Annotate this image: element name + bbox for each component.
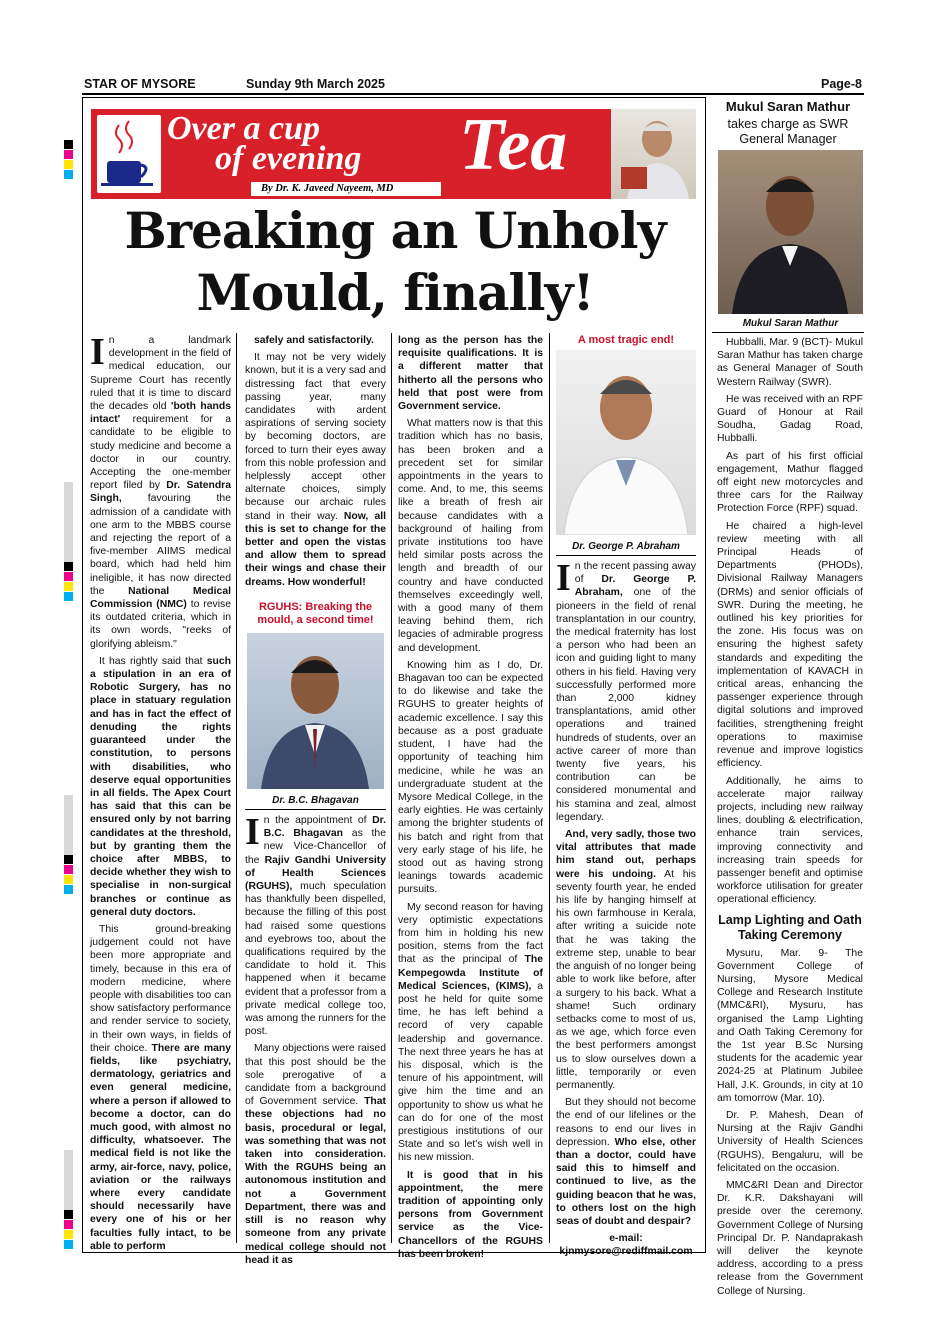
bhagavan-photo bbox=[247, 633, 384, 789]
article-headline bbox=[90, 200, 700, 324]
column-banner bbox=[91, 104, 611, 199]
gray-margin-bar bbox=[64, 795, 73, 855]
article-column-4: In the recent passing away of Dr. George P. Abraham, one of the pioneers in the field of renal transplantation in our country, the medical fraternity has lost a person who had been an icon and guiding light to many others in his field. Having very successfully performed more than 2,000 kidney transplantations, amid other operations and trained hundreds of students, over an active career of more than twenty five years, his contribution can be considered monumental and his stamina and zeal, almost legendary. And, very sadly, those two vital attributes that made him stand out, perhaps were his undoing. At his seventy fourth year, he ended his life by hanging himself at his own farmhouse in Kerala, after writing a suicide note that he was taking the extreme step, unable to bear the anguish of no longer being able to work like before, after a surgery to his back. What a shame! Such ordinary setbacks come to most of us, as we age, which force even the best performers amongst us to slow ourselves down a little, temporarily or even permanently. But they should not become the end of our lifelines or the reasons to end our lives in depression. Who else, other than a doctor, could have said this to himself and continued to live, as the guiding beacon that he was, to others lost on the high seas of doubt and despair? e-mail: kjnmysore@rediffmail.com bbox=[556, 557, 696, 1258]
headline-line-2: Mould, finally! bbox=[196, 263, 594, 322]
gray-margin-bar bbox=[64, 1150, 73, 1210]
sidebar-column: Hubballi, Mar. 9 (BCT)- Mukul Saran Mathur has taken charge as General Manager of South Western Railway (SWR). He was received with an RPF Guard of Honour at Rail Soudha, Gadag Road, Hubballi. As part of his first official engagement, Mathur flagged off eight new motorcycles and three cars for the Railway Protection Force (RPF) squad. He chaired a high-level review meeting with all Principal Heads of Departments (PHODs), Divisional Railway Managers (DRMs) and senior officials of SWR. During the meeting, he outlined his key priorities for the zone. His focus was on ensuring the highest safety standards and expediting the implementation of KAVACH in critical areas, enhancing the passenger experience through digital solutions and improved facilities, strengthening freight operations to maximise revenue and improve logistics efficiency. Additionally, he aims to accelerate major railway projects, including new railway lines, doubling & electrification, enhance train services, improving connectivity and increasing train speeds for passenger benefit and optimise workforce utilisation for greater operational efficiency. Lamp Lighting and Oath Taking Ceremony Mysuru, Mar. 9- The Government College of Nursing, Mysore Medical College and Research Institute (MMC&RI), Mysuru, has organised the Lamp Lighting and Oath Taking Ceremony for the 1st year B.Sc Nursing students for the academic year 2024-25 at Platinum Jubilee Hall, J.K. Grounds, in city at 10 am tomorrow (Mar. 10). Dr. P. Mahesh, Dean of Nursing at the Rajiv Gandhi University of Health Sciences (RGUHS), Bengaluru, will be felicitated on the occasion. MMC&RI Dean and Director Dr. K.R. Dakshayani will preside over the ceremony. Government College of Nursing Principal Dr. P. Nandaprakash will deliver the keynote address, according to a press release from the Government College of Nursing. bbox=[717, 337, 863, 1297]
article-column-2b: In the appointment of Dr. B.C. Bhagavan as the new Vice-Chancellor of the Rajiv Gandhi University of Health Sciences (RGUHS), much speculation has thankfully been dispelled, because the filling of this post had raised some questions and eyebrows too, about the qualifications required by the candidate to hold it. This happened when it became evident that a professor from a private medical college too, was among the runners for the post. Many objections were raised that this post should be the sole prerogative of a candidate from a background of Government service. That these objections had no basis, procedural or legal, was something that was not taken into consideration. With the RGUHS being an autonomous institution and not a Government Department, there was and still is no reason why someone from any private medical college should not head it as bbox=[245, 811, 386, 1266]
header-rule bbox=[82, 93, 864, 95]
article-column-2: safely and satisfactorily. It may not be very widely known, but it is a very sad and distressing fact that every passing year, many candidates with ardent aspirations of serving society by becoming doctors, are forced to turn their eyes away from this noble profession and helplessly accept other alternate choices, simply because our archaic rules stand in their way. Now, all this is set to change for the better and open the vistas and allow them to spread their wings and chase their dreams. How wonderful! bbox=[245, 335, 387, 588]
byline: By Dr. K. Javeed Nayeem, MD bbox=[261, 183, 394, 194]
caption-bhagavan: Dr. B.C. Bhagavan bbox=[272, 795, 359, 806]
color-registration-strip bbox=[64, 140, 73, 180]
drop-cap: I bbox=[90, 331, 105, 373]
gray-margin-bar bbox=[64, 482, 73, 562]
sidebar-title: Mukul Saran Mathur bbox=[725, 99, 851, 114]
mukul-mathur-photo bbox=[718, 150, 863, 314]
color-registration-strip bbox=[64, 1210, 73, 1250]
issue-date: Sunday 9th March 2025 bbox=[246, 77, 385, 91]
banner-tea-word: Tea bbox=[459, 104, 568, 186]
sidebar-subtitle: takes charge as SWR General Manager bbox=[727, 117, 849, 146]
column-divider bbox=[391, 333, 392, 1243]
drop-cap: I bbox=[245, 811, 260, 853]
caption-george-abraham: Dr. George P. Abraham bbox=[572, 541, 680, 552]
caption-rule bbox=[556, 555, 696, 556]
caption-rule bbox=[712, 332, 864, 333]
caption-rule bbox=[245, 809, 386, 810]
caption-mukul-mathur: Mukul Saran Mathur bbox=[742, 318, 839, 329]
drop-cap: I bbox=[556, 557, 571, 599]
banner-line-1: Over a cup bbox=[167, 110, 320, 147]
newspaper-name: STAR OF MYSORE bbox=[84, 77, 196, 91]
tea-cup-icon bbox=[97, 115, 161, 193]
sidebar-title-2: Lamp Lighting and Oath Taking Ceremony bbox=[718, 912, 862, 942]
column-divider bbox=[236, 333, 237, 1243]
color-registration-strip bbox=[64, 562, 73, 602]
column-divider bbox=[549, 333, 550, 1243]
article-column-3: long as the person has the requisite qualifications. It is a different matter that hitherto all the persons who held that post were from Government service. What matters now is that this tradition which has no basis, has been broken and a precedent set for similar appointments in the years to come. And, to me, this seems like a breath of fresh air because candidates with a background of hailing from private institutions too have held similar posts across the length and breadth of our country and have conducted themselves exceedingly well, with a good many of them leaving behind them, rich legacies of admirable progress and development. Knowing him as I do, Dr. Bhagavan too can be expected to do likewise and take the RGUHS to greater heights of academic excellence. I say this because as a post graduate student, I have had the opportunity of teaching him medicine, while he was an undergraduate student at the Mysore Medical College, in the early eighties. He was certainly among the brighter students of his batch and right from that very early stage of his life, he stood out as having strong leanings towards academic pursuits. My second reason for having very optimistic expectations from him in holding his new position, stems from the fact that as the principal of The Kempegowda Institute of Medical Sciences, (KIMS), a post he held for quite some time, he has left behind a record of very capable leadership and governance. The next three years he has at his disposal, which is the tenure of his appointment, will give him the time and an opportunity to show us what he can do for one of the most prestigious institutions of our State and so let's wish well in his new mission. It is good that in his appointment, the mere tradition of appointing only persons from Government service as the Vice-Chancellors of the RGUHS has been broken! bbox=[398, 335, 543, 1260]
email-address: kjnmysore@rediffmail.com bbox=[559, 1246, 693, 1258]
banner-line-2: of evening bbox=[215, 140, 362, 177]
subhead-tragic-end: A most tragic end! bbox=[577, 334, 675, 346]
page-number: Page-8 bbox=[821, 77, 862, 91]
columnist-photo bbox=[611, 109, 696, 199]
george-abraham-photo bbox=[556, 350, 696, 535]
article-column-1: In a landmark development in the field of medical education, our Supreme Court has recently ruled that it is time to discard the decades old 'both hands intact' requirement for a candidate to be eligible to study medicine and become a doctor in our country. Accepting the one-member report filed by Dr. Satendra Singh, favouring the admission of a candidate with one arm to the MBBS course and rejecting the report of a five-member AIIMS medical board, which had held him ineligible, it has now directed the National Medical Commission (NMC) to revise its outdated criteria, which in its own words, "reeks of glorifying ableism." It has rightly said that such a stipulation in an era of Robotic Surgery, has no place in statuary regulation and has in fact the effect of denuding the rights guaranteed under the constitution, to persons with disabilities, who deserve equal opportunities in all fields. The Apex Court has said that this can be ensured only by not barring candidates at the threshold, but by granting them the choice after MBBS, to decide whether they wish to specialise in non-surgical branches or continue as general duty doctors. This ground-breaking judgement could not have been more appropriate and timely, because in this era of modern medicine, where people with disabilities too can show satisfactory performance and render service to society, in their own ways, in fields of their choice. There are many fields, like psychiatry, dermatology, geriatrics and even general medicine, where a person if allowed to become a doctor, can do much good, with almost no difficulty, whatsoever. The medical field is not like the army, air-force, navy, police, aviation or the railways where every candidate should necessarily have every one of his or her faculties fully intact, to be able to perform bbox=[90, 331, 232, 1252]
email-label: e-mail: bbox=[609, 1233, 643, 1245]
headline-line-1: Breaking an Unholy bbox=[124, 201, 666, 260]
subhead-rguhs: RGUHS: Breaking the mould, a second time! bbox=[257, 601, 374, 626]
color-registration-strip bbox=[64, 855, 73, 895]
